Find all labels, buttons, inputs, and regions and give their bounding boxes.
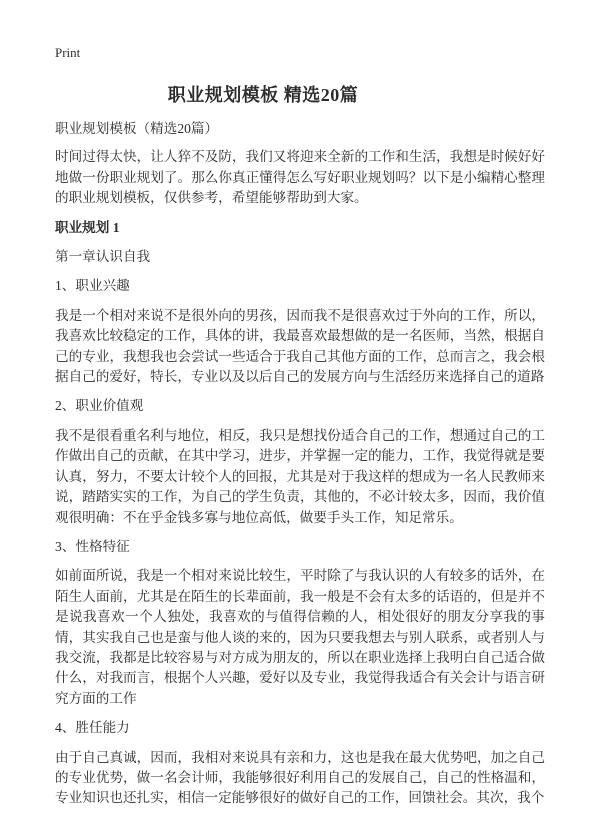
block-heading-career-values: 2、职业价值观 (55, 398, 144, 414)
intro-paragraph: 时间过得太快，让人猝不及防，我们又将迎来全新的工作和生活，我想是时候好好地做一份职业规划了。那么你真正懂得怎么写好职业规划吗？以下是小编精心整理的职业规划模板，仅供参考，希望能够帮助到大家。 (55, 149, 545, 206)
document-title: 职业规划模板 精选20篇 (167, 85, 359, 105)
block-paragraph-personality: 如前面所说，我是一个相对来说比较生，平时除了与我认识的人有较多的话外，在陌生人面前，尤其是在陌生的长辈面前，我一般是不会有太多的话语的，但是并不是说我喜欢一个人独处，我喜欢的与值得信赖的人，相处很好的朋友分享我的事情，其实我自己也是蛮与他人谈的来的，因为只要我想去与别人联系，或者别人与我交流，我都是比较容易与对方成为朋友的，所以在职业选择上我明白自己适合做什么，对我而言，根据个人兴趣，爱好以及专业，我觉得我适合有关会计与语言研究方面的工作 (55, 568, 545, 706)
print-link[interactable]: Print (55, 45, 81, 60)
section-heading: 职业规划 1 (55, 219, 120, 235)
document-subtitle: 职业规划模板（精选20篇） (55, 121, 219, 136)
block-heading-competence: 4、胜任能力 (55, 720, 130, 736)
block-paragraph-career-values: 我不是很看重名利与地位，相反，我只是想找份适合自己的工作，想通过自己的工作做出自己的贡献，在其中学习，进步，并掌握一定的能力，工作，我觉得就是要认真，努力，不要太计较个人的回报，尤其是对于我这样的想成为一名人民教师来说，踏踏实实的工作，为自己的学生负责，其他的，不必计较太多，因而，我价值观很明确：不在乎金钱多寡与地位高低，做要手头工作，知足常乐。 (55, 427, 545, 525)
block-paragraph-career-interest: 我是一个相对来说不是很外向的男孩，因而我不是很喜欢过于外向的工作，所以，我喜欢比较稳定的工作，具体的讲，我最喜欢最想做的是一名医师，当然，根据自己的专业，我想我也会尝试一些适合于我自己其他方面的工作，总而言之，我会根据自己的爱好，特长，专业以及以后自己的发展方向与生活经历来选择自己的道路 (55, 307, 545, 385)
block-heading-personality: 3、性格特征 (55, 538, 130, 554)
block-heading-career-interest: 1、职业兴趣 (55, 278, 130, 294)
block-paragraph-competence: 由于自己真诚，因而，我相对来说具有亲和力，这也是我在最大优势吧，加之自己的专业优势，做一名会计师，我能够很好利用自己的发展自己，自己的性格温和，专业知识也还扎实，相信一定能够很好的做好自己的工作，回馈社会。其次，我个 (55, 749, 545, 806)
chapter-heading: 第一章认识自我 (55, 249, 151, 265)
